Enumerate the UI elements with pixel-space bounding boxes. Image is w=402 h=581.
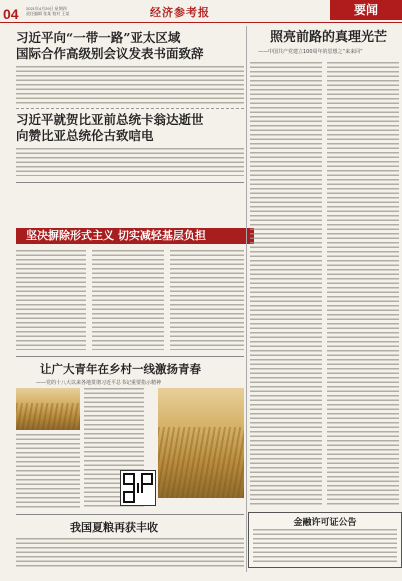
article-body-col1 <box>250 62 322 506</box>
article-subtitle: ——中国共产党建立100周年的思想之“来来回” <box>258 49 363 55</box>
header-date: 2021年4月29日 星期四 <box>26 6 67 11</box>
article-body <box>16 538 244 568</box>
column-divider <box>246 26 247 572</box>
article-title-line2[interactable]: 国际合作高级别会议发表书面致辞 <box>16 46 204 61</box>
article-body <box>16 148 244 176</box>
notice-title: 金融许可证公告 <box>293 518 357 528</box>
page-number: 04 <box>3 6 19 22</box>
newspaper-logo: 经济参考报 <box>150 6 210 19</box>
notice-body <box>253 529 397 563</box>
wheat-field-photo <box>158 388 244 498</box>
article-banner-title[interactable]: 坚决摒除形式主义 切实减轻基层负担 <box>16 228 254 244</box>
article-title[interactable]: 我国夏粮再获丰收 <box>70 521 158 534</box>
divider <box>16 514 244 515</box>
article-title[interactable]: 让广大青年在乡村一线激扬青春 <box>40 362 201 376</box>
article-title-line1[interactable]: 习近平就贺比亚前总统卡翁达逝世 <box>16 112 204 127</box>
article-body-col3 <box>170 250 244 350</box>
section-label: 要闻 <box>330 0 402 20</box>
article-body-col0 <box>16 434 80 508</box>
article-body-col2 <box>327 62 399 506</box>
article-title-line2[interactable]: 向赞比亚总统伦古致唁电 <box>16 128 154 143</box>
article-body <box>16 66 244 104</box>
inline-photo <box>16 388 80 430</box>
divider <box>16 356 244 357</box>
qr-code[interactable] <box>120 470 156 506</box>
article-body-col2 <box>92 250 164 350</box>
divider <box>16 182 244 183</box>
article-body-col1 <box>16 250 86 350</box>
article-title[interactable]: 照亮前路的真理光芒 <box>270 30 388 45</box>
header-editor: 责任编辑 张某 校对 王某 <box>26 11 70 16</box>
notice-box <box>248 512 402 568</box>
header-rule <box>0 22 402 23</box>
divider <box>16 108 244 109</box>
header-meta <box>26 6 69 16</box>
article-subtitle: ——党的十八大以来各地贯彻习近平总书记重要指示精神 <box>36 380 162 386</box>
article-title-line1[interactable]: 习近平向“一带一路”亚太区域 <box>16 30 181 45</box>
